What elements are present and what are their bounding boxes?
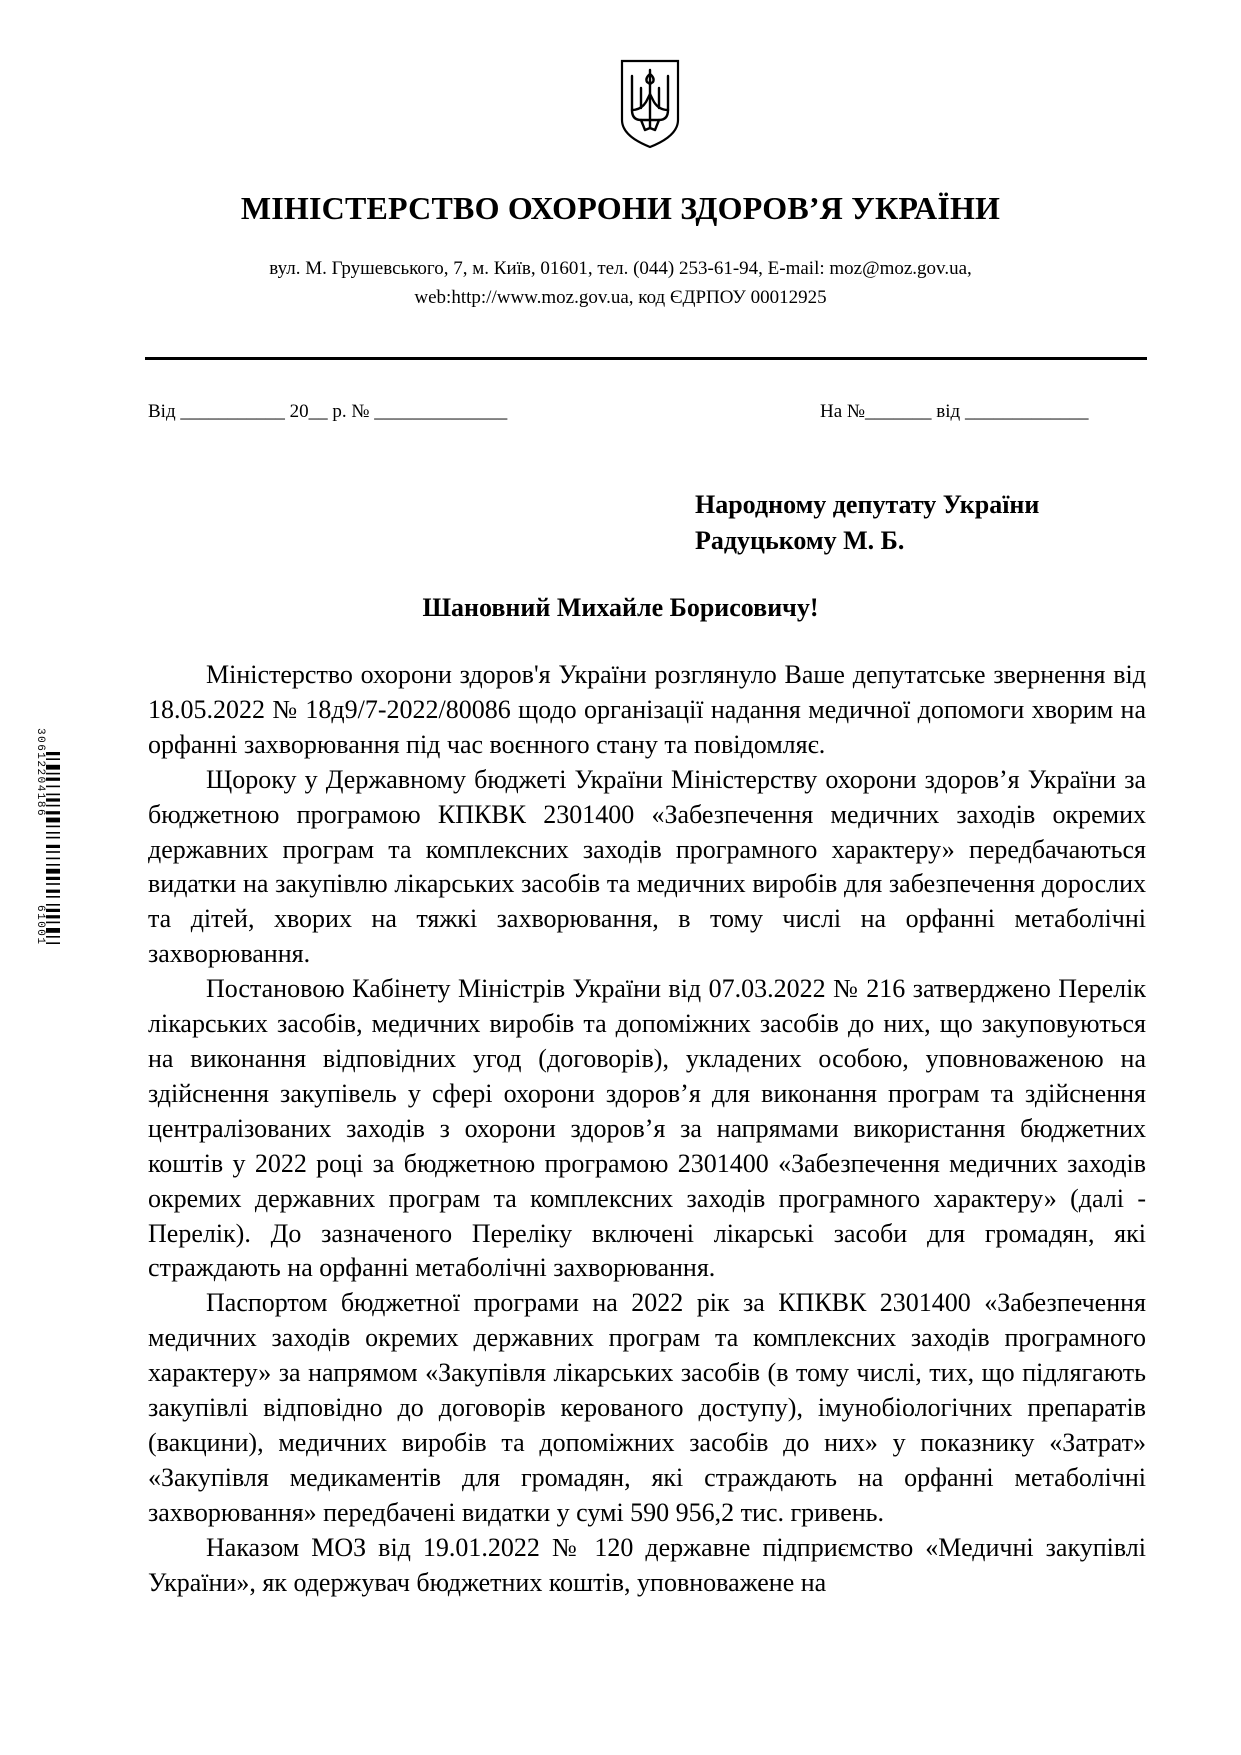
paragraph-3: Постановою Кабінету Міністрів України від 07.03.2022 № 216 затверджено Перелік лікарських засобів, медичних виробів та допоміжних засобів до них, що закуповуються на виконання відповідних угод (договорів), укладених особою, уповноваженою на здійснення закупівель у сфері охорони здоров’я для виконання програм та здійснення централізованих заходів з охорони здоров’я за напрямами використання бюджетних коштів у 2022 році за бюджетною програмою 2301400 «Забезпечення медичних заходів окремих державних програм та комплексних заходів програмного характеру» (далі - Перелік). До зазначеного Переліку включені лікарські засоби для громадян, які страждають на орфанні метаболічні захворювання. bbox=[148, 974, 1146, 1283]
barcode-bar bbox=[46, 915, 60, 918]
barcode-bar bbox=[46, 778, 60, 781]
barcode-bar bbox=[46, 805, 60, 807]
address-line-1: вул. М. Грушевського, 7, м. Київ, 01601, тел. (044) 253-61-94, E-mail: moz@moz.gov.ua, bbox=[269, 258, 972, 279]
barcode-bar bbox=[46, 758, 60, 760]
paragraph-1: Міністерство охорони здоров'я України розглянуло Ваше депутатське звернення від 18.05.2022 № 18д9/7-2022/80086 щодо організації надання медичної допомоги хворим на орфанні захворювання під час воєнного стану та повідомляє. bbox=[148, 660, 1146, 759]
barcode-bar bbox=[46, 909, 60, 912]
barcode-bar bbox=[46, 877, 60, 880]
barcode-digits-2: 61001 bbox=[34, 905, 46, 946]
trident-coat-of-arms-icon bbox=[619, 58, 681, 150]
barcode-bar bbox=[46, 786, 60, 788]
barcode-bar bbox=[46, 922, 60, 924]
paragraph-4: Паспортом бюджетної програми на 2022 рік за КПКВК 2301400 «Забезпечення медичних заходів окремих державних програм та комплексних заходів програмного характеру» за напрямом «Закупівля лікарських засобів (в тому числі, тих, що підлягають закупівлі відповідно до договорів керованого доступу), імунобіологічних препаратів (вакцини), медичних виробів та допоміжних засобів до них» у показнику «Затрат» «Закупівля медикаментів для громадян, які страждають на орфанні метаболічні захворювання» передбачені видатки у сумі 590 956,2 тис. гривень. bbox=[148, 1288, 1146, 1527]
header-divider bbox=[145, 357, 1147, 360]
barcode-bar bbox=[46, 837, 60, 839]
barcode-bar bbox=[46, 826, 60, 828]
paragraph-2: Щороку у Державному бюджеті України Міністерству охорони здоров’я України за бюджетною програмою КПКВК 2301400 «Забезпечення медичних заходів окремих державних програм та комплексних заходів програмного характеру» передбачаються видатки на закупівлю лікарських засобів та медичних виробів для забезпечення дорослих та дітей, хворих на тяжкі захворювання, в тому числі на орфанні метаболічні захворювання. bbox=[148, 764, 1146, 969]
addressee-title: Народному депутату України bbox=[695, 490, 1040, 519]
barcode-bar bbox=[46, 845, 60, 848]
outgoing-reference: Від ___________ 20__ р. № ______________ bbox=[148, 401, 508, 422]
barcode-bar bbox=[46, 883, 60, 885]
barcode-bar bbox=[46, 858, 60, 860]
barcode-bar bbox=[46, 864, 60, 866]
addressee-name: Радуцькому М. Б. bbox=[695, 526, 905, 555]
paragraph-5: Наказом МОЗ від 19.01.2022 № 120 державне підприємство «Медичні закупівлі України», як одержувач бюджетних коштів, уповноважене на bbox=[148, 1532, 1146, 1597]
barcode-bar bbox=[46, 896, 60, 898]
barcode-bar bbox=[46, 811, 60, 814]
ministry-title: МІНІСТЕРСТВО ОХОРОНИ ЗДОРОВ’Я УКРАЇНИ bbox=[240, 190, 1001, 226]
barcode-bar bbox=[46, 942, 60, 944]
salutation: Шановний Михайле Борисовичу! bbox=[422, 593, 819, 622]
barcode-bar bbox=[46, 798, 60, 801]
barcode-bar bbox=[46, 818, 60, 823]
barcode-bar bbox=[46, 794, 60, 796]
barcode-bar bbox=[46, 869, 60, 874]
barcode-bar bbox=[46, 765, 60, 770]
incoming-reference: На №_______ від _____________ bbox=[820, 401, 1089, 422]
barcode-bar bbox=[46, 890, 60, 893]
address-line-2: web:http://www.moz.gov.ua, код ЄДРПОУ 00012925 bbox=[414, 287, 827, 308]
barcode-bar bbox=[46, 928, 60, 933]
barcode-bar bbox=[46, 773, 60, 775]
barcode-bar bbox=[46, 752, 60, 755]
barcode-bar bbox=[46, 904, 60, 906]
barcode-bar bbox=[46, 832, 60, 834]
barcode-digits: 30612204186 bbox=[34, 728, 46, 818]
letter-body bbox=[148, 658, 1146, 1600]
barcode-bar bbox=[46, 851, 60, 853]
barcode-bar bbox=[46, 936, 60, 938]
